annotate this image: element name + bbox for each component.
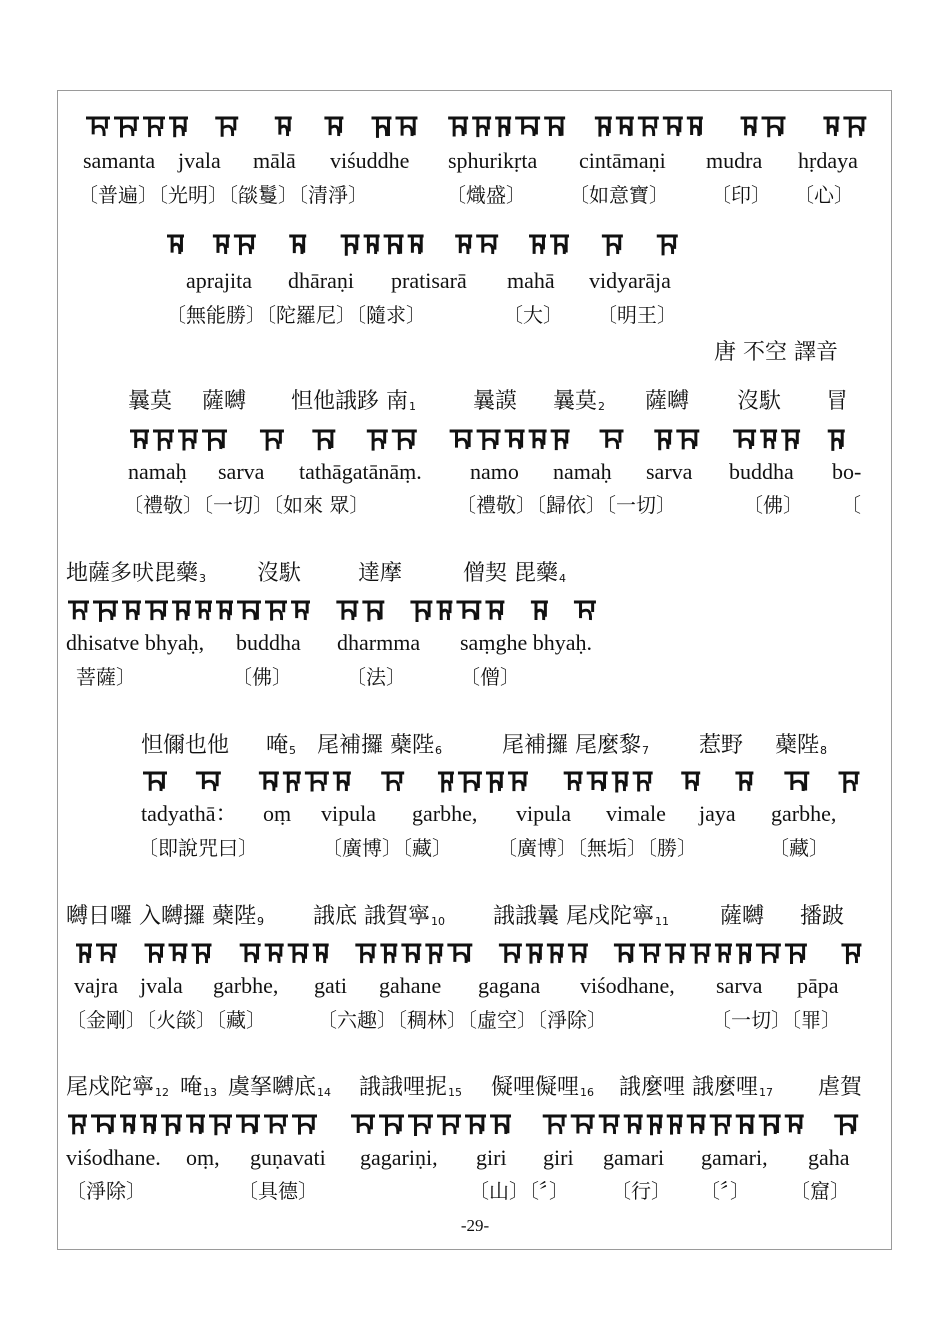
siddham-glyph <box>612 773 629 793</box>
roman-word: gamari, <box>701 1145 768 1170</box>
roman-word: gahane <box>379 973 442 998</box>
siddham-glyph <box>781 431 800 451</box>
siddham-glyph <box>823 118 839 136</box>
chinese-word: 尾補攞 尾麼黎7 <box>502 733 649 758</box>
siddham-glyph <box>458 773 482 793</box>
siddham-glyph <box>283 773 301 793</box>
siddham-glyphs <box>141 767 861 799</box>
translation: 〔山〕〔〞〕 <box>469 1179 569 1203</box>
siddham-glyph <box>371 118 391 138</box>
roman-word: tadyathā： <box>141 801 238 826</box>
siddham-glyph <box>633 773 653 791</box>
roman-word: gaha <box>808 1145 850 1170</box>
siddham-glyph <box>544 118 565 136</box>
siddham-glyph <box>215 118 238 137</box>
siddham-glyph <box>196 773 221 791</box>
siddham-glyph <box>169 118 188 137</box>
roman-word: sarva <box>218 459 265 484</box>
siddham-glyph <box>167 236 184 254</box>
siddham-glyph <box>91 1116 116 1134</box>
siddham-glyph <box>784 773 809 791</box>
translation: 〔熾盛〕 <box>446 183 526 207</box>
siddham-glyph <box>401 945 421 963</box>
roman-word: dhāraṇi <box>288 268 354 293</box>
chinese-word: 達摩 <box>358 561 403 586</box>
translation: 〔禮敬〕〔一切〕〔如來 眾〕 <box>123 493 370 517</box>
roman-word: vipula <box>516 801 571 826</box>
siddham-glyph <box>172 602 191 620</box>
siddham-glyph <box>438 773 454 793</box>
siddham-glyph <box>455 236 472 254</box>
roman-word: mudra <box>706 148 763 173</box>
siddham-glyph <box>437 1116 461 1135</box>
translation: 〔一切〕〔罪〕 <box>711 1008 841 1032</box>
siddham-glyph <box>687 118 703 136</box>
siddham-glyph <box>638 118 659 136</box>
siddham-glyph <box>259 773 279 791</box>
roman-word: jvala <box>140 973 183 998</box>
siddham-glyph <box>122 602 141 620</box>
roman-word: jvala <box>178 148 221 173</box>
siddham-glyph <box>96 945 117 963</box>
siddham-glyph <box>120 1116 136 1134</box>
roman-word: buddha <box>729 459 794 484</box>
siddham-glyph <box>336 602 358 620</box>
siddham-glyph <box>551 431 570 450</box>
chinese-word: 蘗陛8 <box>775 733 828 758</box>
roman-word: namaḥ <box>553 459 612 484</box>
siddham-glyph <box>68 602 89 620</box>
siddham-glyph <box>292 1116 317 1135</box>
siddham-script-line <box>165 230 695 262</box>
chinese-word: 怛他誐跢 南1 <box>291 389 416 414</box>
siddham-glyph <box>600 431 624 449</box>
chinese-word: 尾補攞 蘗陛6 <box>317 733 442 758</box>
siddham-glyph <box>715 945 732 963</box>
siddham-glyph <box>785 1116 804 1134</box>
siddham-glyph <box>355 945 376 963</box>
roman-word: namaḥ <box>128 459 187 484</box>
translation: 〔行〕 <box>611 1179 671 1203</box>
chinese-word: 薩嚩 <box>202 389 247 414</box>
siddham-glyph <box>736 945 752 964</box>
siddham-glyph <box>395 118 417 136</box>
siddham-glyph <box>599 1116 620 1134</box>
siddham-glyph <box>571 1116 595 1134</box>
siddham-glyph <box>264 1116 288 1134</box>
translation: 〔僧〕 <box>460 665 520 689</box>
roman-word: pāpa <box>797 973 839 998</box>
roman-word: dhisatve bhyaḥ, <box>66 630 205 655</box>
roman-word: viśuddhe <box>330 148 410 173</box>
roman-word: namo <box>470 459 519 484</box>
roman-word: viśodhane, <box>580 973 675 998</box>
siddham-glyph <box>843 118 866 138</box>
roman-word: mahā <box>507 268 555 293</box>
siddham-glyph <box>448 118 468 136</box>
siddham-glyphs <box>84 112 874 144</box>
chinese-word: 怛儞也他 <box>141 733 230 758</box>
siddham-glyph <box>624 1116 643 1134</box>
siddham-glyphs <box>74 939 864 971</box>
siddham-glyph <box>178 431 198 451</box>
siddham-glyph <box>195 602 212 620</box>
roman-word: oṃ <box>263 801 292 826</box>
siddham-glyph <box>595 118 612 137</box>
siddham-glyph <box>313 945 329 963</box>
siddham-glyph <box>574 602 596 620</box>
siddham-glyph <box>114 118 139 137</box>
siddham-glyph <box>762 118 786 137</box>
translation: 〔印〕 <box>711 183 771 207</box>
chinese-word: 冒 <box>826 389 849 414</box>
siddham-glyph <box>130 431 149 449</box>
siddham-glyph <box>687 1116 706 1134</box>
siddham-glyph <box>213 236 230 254</box>
siddham-glyph <box>364 236 380 254</box>
translation: 〔佛〕 <box>743 493 803 517</box>
translation: 〔心〕 <box>794 183 854 207</box>
siddham-glyphs <box>128 425 868 457</box>
siddham-glyph <box>168 945 187 963</box>
siddham-glyph <box>289 236 306 254</box>
siddham-glyph <box>477 431 501 450</box>
roman-word: vipula <box>321 801 376 826</box>
siddham-glyph <box>505 431 525 449</box>
siddham-glyph <box>234 236 256 255</box>
siddham-glyph <box>499 945 522 963</box>
siddham-glyph <box>333 773 351 791</box>
siddham-glyph <box>236 1116 260 1134</box>
translation: 菩薩〕 <box>76 665 136 689</box>
siddham-glyph <box>733 431 756 449</box>
siddham-glyph <box>465 1116 486 1134</box>
roman-word: gamari <box>603 1145 665 1170</box>
roman-word: saṃghe bhyaḥ. <box>460 630 592 655</box>
roman-word: tathāgatānāṃ. <box>299 459 422 484</box>
roman-word: sarva <box>646 459 693 484</box>
translation: 〔如意寶〕 <box>569 183 669 207</box>
siddham-glyph <box>568 945 588 963</box>
siddham-glyph <box>240 945 261 963</box>
siddham-script-line <box>141 767 861 799</box>
roman-word: garbhe, <box>213 973 279 998</box>
roman-word: vajra <box>74 973 118 998</box>
chinese-word: 誐誐曩 尾戍陀寧11 <box>493 904 669 929</box>
siddham-glyph <box>362 602 384 621</box>
siddham-glyph <box>495 118 511 137</box>
siddham-glyph <box>324 118 343 136</box>
siddham-glyph <box>260 431 284 451</box>
siddham-glyph <box>140 1116 157 1134</box>
chinese-word: 曩莫2 <box>553 389 606 414</box>
siddham-script-line <box>128 425 868 457</box>
chinese-word: 尾戍陀寧12 <box>66 1075 170 1100</box>
siddham-glyph <box>93 602 118 622</box>
siddham-script-line <box>66 1110 866 1142</box>
siddham-glyph <box>351 1116 375 1134</box>
chinese-word: 薩嚩 <box>645 389 690 414</box>
roman-word: vimale <box>606 801 666 826</box>
siddham-glyph <box>616 118 634 136</box>
translation: 〔普遍〕〔光明〕〔燄鬘〕〔清淨〕 <box>78 183 368 207</box>
siddham-glyph <box>485 602 504 620</box>
siddham-glyph <box>392 431 417 450</box>
siddham-glyphs <box>165 230 695 262</box>
translation: 〔無能勝〕〔陀羅尼〕〔隨求〕 <box>166 303 426 327</box>
siddham-glyph <box>547 945 564 963</box>
page-number: -29- <box>460 1216 490 1235</box>
roman-word: giri <box>476 1145 507 1170</box>
translation: 〔廣博〕〔無垢〕〔勝〕 <box>497 836 697 860</box>
translation: 〔明王〕 <box>597 303 677 327</box>
roman-word: gagariṇi, <box>360 1145 438 1170</box>
siddham-glyph <box>381 773 404 791</box>
siddham-glyph <box>143 118 165 137</box>
chinese-word: 虐賀 <box>818 1075 863 1100</box>
siddham-glyph <box>654 431 672 450</box>
siddham-glyph <box>490 1116 511 1134</box>
roman-word: hṛdaya <box>798 148 858 173</box>
siddham-glyph <box>447 945 472 963</box>
siddham-glyph <box>828 431 845 451</box>
translation: 〔 <box>841 493 861 517</box>
siddham-glyph <box>531 602 548 620</box>
siddham-glyph <box>665 945 686 963</box>
siddham-glyph <box>153 431 174 451</box>
siddham-glyph <box>275 118 292 136</box>
siddham-glyphs <box>66 1110 866 1142</box>
siddham-glyph <box>145 602 168 620</box>
siddham-glyph <box>209 1116 232 1135</box>
siddham-glyph <box>68 1116 87 1134</box>
roman-word: samanta <box>83 148 156 173</box>
siddham-glyph <box>681 773 700 791</box>
siddham-glyph <box>543 1116 567 1134</box>
chinese-word: 儗哩儗哩16 <box>491 1075 595 1100</box>
roman-word: dharmma <box>337 630 421 655</box>
siddham-glyph <box>564 773 583 791</box>
chinese-word: 曩謨 <box>473 389 518 414</box>
siddham-glyph <box>602 236 623 256</box>
roman-word: pratisarā <box>391 268 467 293</box>
roman-word: cintāmaṇi <box>579 148 666 173</box>
siddham-glyph <box>529 431 547 449</box>
siddham-glyph <box>425 945 443 964</box>
siddham-glyph <box>647 1116 663 1135</box>
chinese-word: 惹野 <box>699 733 744 758</box>
siddham-glyph <box>508 773 528 791</box>
chinese-word: 播跛 <box>800 904 845 929</box>
siddham-glyph <box>367 431 388 451</box>
siddham-glyph <box>526 945 543 964</box>
siddham-glyph <box>639 945 661 963</box>
roman-word: viśodhane. <box>66 1145 161 1170</box>
chinese-word: 虞拏嚩底14 <box>228 1075 332 1100</box>
siddham-glyph <box>690 945 711 964</box>
siddham-glyph <box>472 118 491 137</box>
siddham-glyph <box>456 602 481 620</box>
siddham-glyph <box>161 1116 182 1136</box>
chinese-word: 誐麼哩 誐麼哩17 <box>619 1075 773 1100</box>
siddham-glyph <box>186 1116 205 1134</box>
siddham-glyph <box>380 945 397 963</box>
siddham-glyph <box>710 1116 732 1136</box>
siddham-glyph <box>834 1116 858 1135</box>
siddham-script-line <box>74 939 864 971</box>
siddham-glyph <box>667 1116 683 1135</box>
chinese-word: 薩嚩 <box>720 904 765 929</box>
siddham-glyph <box>736 1116 755 1134</box>
chinese-word: 沒馱 <box>737 389 782 414</box>
translator-attribution: 唐 不空 譯音 <box>714 340 838 365</box>
siddham-glyph <box>191 945 211 964</box>
siddham-glyph <box>614 945 635 963</box>
translation: 〔禮敬〕〔歸依〕〔一切〕 <box>456 493 676 517</box>
roman-word: oṃ, <box>186 1145 220 1170</box>
siddham-glyph <box>312 431 335 450</box>
siddham-script-line <box>84 112 874 144</box>
siddham-glyph <box>237 602 261 620</box>
siddham-glyph <box>676 431 699 449</box>
translation: 〔窟〕 <box>790 1179 850 1203</box>
siddham-glyph <box>587 773 608 791</box>
roman-word: garbhe, <box>771 801 837 826</box>
translation: 〔廣博〕〔藏〕 <box>322 836 452 860</box>
chinese-word: 僧契 毘藥4 <box>463 561 566 586</box>
roman-word: gati <box>314 973 347 998</box>
chinese-word: 嚩日囉 入嚩攞 蘗陛9 <box>66 904 264 929</box>
siddham-glyph <box>839 773 860 793</box>
roman-word: jaya <box>699 801 736 826</box>
siddham-glyph <box>76 945 92 963</box>
roman-word: aprajita <box>186 268 252 293</box>
roman-word: bo- <box>832 459 862 484</box>
siddham-glyphs <box>66 596 606 628</box>
siddham-glyph <box>410 602 432 622</box>
siddham-glyph <box>663 118 683 136</box>
siddham-glyph <box>759 1116 781 1136</box>
roman-word: giri <box>543 1145 574 1170</box>
siddham-glyph <box>265 602 287 621</box>
translation: 〔具德〕 <box>238 1179 318 1203</box>
chinese-word: 曩莫 <box>128 389 173 414</box>
chinese-word: 誐底 誐賀寧10 <box>313 904 445 929</box>
translation: 〔佛〕 <box>232 665 292 689</box>
siddham-glyph <box>408 236 424 254</box>
translation: 〔六趣〕〔稠林〕〔虛空〕〔淨除〕 <box>317 1008 607 1032</box>
siddham-glyph <box>529 236 546 254</box>
siddham-glyph <box>760 431 777 449</box>
roman-word: buddha <box>236 630 301 655</box>
siddham-glyph <box>265 945 284 963</box>
roman-word: gagana <box>478 973 541 998</box>
roman-word: garbhe, <box>412 801 478 826</box>
siddham-glyph <box>144 945 164 963</box>
roman-word: sarva <box>716 973 763 998</box>
siddham-glyph <box>143 773 167 791</box>
siddham-glyph <box>515 118 540 136</box>
siddham-glyph <box>291 602 310 620</box>
chinese-word: 地薩多吠毘藥3 <box>66 561 207 586</box>
siddham-glyph <box>436 602 452 620</box>
chinese-word: 沒馱 <box>257 561 302 586</box>
siddham-glyph <box>476 236 498 254</box>
siddham-glyph <box>202 431 227 451</box>
siddham-glyph <box>550 236 569 255</box>
siddham-glyph <box>735 773 753 791</box>
siddham-glyph <box>341 236 360 256</box>
siddham-glyph <box>379 1116 404 1136</box>
translation: 〔金剛〕〔火燄〕〔藏〕 <box>66 1008 266 1032</box>
chinese-word: 誐誐哩抳15 <box>359 1075 463 1100</box>
translation: 〔〞〕 <box>700 1179 750 1203</box>
translation: 〔藏〕 <box>769 836 829 860</box>
translation: 〔大〕 <box>503 303 563 327</box>
roman-word: sphurikṛta <box>448 148 538 173</box>
siddham-glyph <box>288 945 309 963</box>
translation: 〔即說咒曰〕 <box>138 836 258 860</box>
siddham-glyph <box>86 118 110 136</box>
siddham-glyph <box>486 773 504 793</box>
translation: 〔法〕 <box>346 665 406 689</box>
siddham-glyph <box>305 773 329 791</box>
roman-word: vidyarāja <box>589 268 671 293</box>
siddham-script-line <box>66 596 606 628</box>
roman-word: guṇavati <box>250 1145 326 1170</box>
siddham-glyph <box>756 945 781 964</box>
siddham-glyph <box>785 945 807 964</box>
chinese-word: 唵13 <box>180 1075 218 1100</box>
siddham-glyph <box>657 236 678 255</box>
siddham-glyph <box>450 431 473 449</box>
siddham-glyph <box>216 602 233 620</box>
roman-word: mālā <box>253 148 296 173</box>
siddham-glyph <box>741 118 758 136</box>
chinese-word: 唵5 <box>266 733 297 758</box>
siddham-glyph <box>841 945 861 964</box>
translation: 〔淨除〕 <box>66 1179 146 1203</box>
siddham-glyph <box>384 236 404 254</box>
siddham-glyph <box>408 1116 433 1136</box>
